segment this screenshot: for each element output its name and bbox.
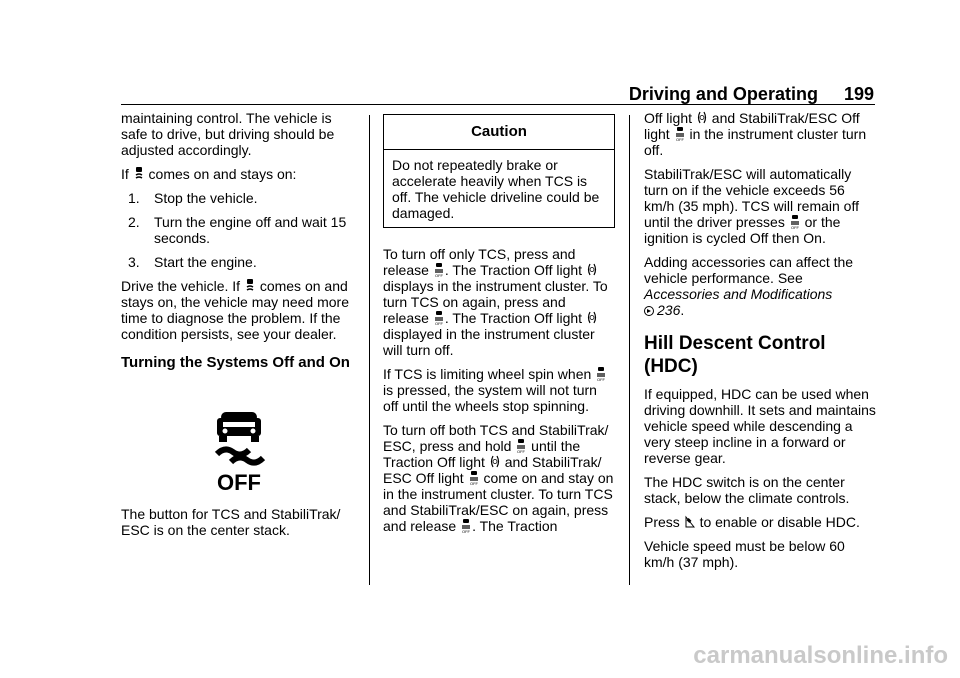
- section-heading: Turning the Systems Off and On: [121, 354, 350, 371]
- column-divider-1: [369, 115, 370, 585]
- paragraph: StabiliTrak/ESC will automatically turn on if the vehicle exceeds 56 km/h (35 mph). TCS will remain off until the driver presses OFF or the ignition is cycled Off then On.: [644, 166, 859, 246]
- paragraph: If TCS is limiting wheel spin when OFF is pressed, the system will not turn off until the wheels stop spinning.: [383, 366, 606, 414]
- traction-off-light-icon: [490, 454, 500, 469]
- off-label: OFF: [216, 470, 261, 494]
- paragraph: The button for TCS and StabiliTrak/ ESC is on the center stack.: [121, 506, 341, 538]
- esc-off-light-icon: [675, 126, 685, 141]
- paragraph: If equipped, HDC can be used when driving downhill. It sets and maintains vehicle speed while descending a very steep incline in a forward or reverse gear.: [644, 386, 876, 466]
- stabilitrak-icon: [245, 278, 255, 293]
- tcs-off-button-icon: [461, 518, 471, 533]
- paragraph: Off light and StabiliTrak/ESC Off light OFF in the instrument cluster turn off.: [644, 110, 867, 158]
- paragraph: Press to enable or disable HDC.: [644, 514, 860, 530]
- caution-box: [383, 114, 615, 228]
- svg-text:OFF: OFF: [434, 273, 443, 277]
- traction-off-button-icon: [121, 408, 356, 494]
- paragraph: To turn off both TCS and StabiliTrak/ ESC, press and hold OFF until the Traction Off light and StabiliTrak/ ESC Off light OFF come on and stay on in the instrument cluster. To turn TCS and StabiliTrak/ESC on again, press and release OFF . The Traction: [383, 422, 614, 534]
- section-title: Driving and Operating: [628, 84, 818, 104]
- svg-text:OFF: OFF: [790, 225, 799, 229]
- tcs-off-button-icon: [516, 438, 526, 453]
- caution-body: Do not repeatedly brake or accelerate heavily when TCS is off. The vehicle driveline could be damaged.: [392, 157, 600, 221]
- stabilitrak-icon: [134, 166, 144, 181]
- page-header: [629, 84, 874, 105]
- caution-title: Caution: [384, 115, 614, 150]
- tcs-off-button-icon: [434, 262, 444, 277]
- svg-text:OFF: OFF: [675, 137, 684, 141]
- paragraph: To turn off only TCS, press and release OFF . The Traction Off light displays in the instrument cluster. To turn TCS on again, press and release OFF . The Traction Off light displayed in the instrument cluster will turn off.: [383, 246, 608, 358]
- list-item: 1. Stop the vehicle.: [128, 190, 258, 206]
- cross-reference-link[interactable]: Accessories and Modifications: [644, 286, 833, 302]
- paragraph: If comes on and stays on:: [121, 166, 297, 182]
- column-1: [121, 110, 356, 546]
- steps-list: [121, 190, 356, 270]
- paragraph: Vehicle speed must be below 60 km/h (37 mph).: [644, 538, 845, 570]
- traction-off-light-icon: [697, 110, 707, 125]
- header-rule: [121, 104, 875, 105]
- page-reference-icon: [644, 306, 654, 316]
- list-item: 2. Turn the engine off and wait 15 seconds.: [128, 214, 347, 246]
- watermark: carmanualsonline.info: [693, 642, 948, 669]
- svg-text:OFF: OFF: [597, 377, 606, 381]
- tcs-off-button-icon: [790, 214, 800, 229]
- column-3: [644, 110, 876, 578]
- svg-text:OFF: OFF: [469, 481, 478, 485]
- traction-off-light-icon: [587, 262, 597, 277]
- list-item: 3. Start the engine.: [128, 254, 257, 270]
- column-divider-2: [629, 115, 630, 585]
- tcs-off-button-icon: [596, 366, 606, 381]
- traction-off-light-icon: [587, 310, 597, 325]
- svg-text:OFF: OFF: [462, 529, 471, 533]
- page-reference[interactable]: 236: [657, 302, 681, 318]
- page-number: 199: [843, 84, 874, 104]
- tcs-off-button-icon: [434, 310, 444, 325]
- paragraph: Drive the vehicle. If comes on and stays on, the vehicle may need more time to diagnose the problem. If the condition persists, see your dealer.: [121, 278, 350, 342]
- section-heading: Hill Descent Control (HDC): [644, 333, 826, 377]
- column-2: [383, 110, 615, 542]
- esc-off-light-icon: [469, 470, 479, 485]
- svg-text:OFF: OFF: [517, 449, 526, 453]
- paragraph: The HDC switch is on the center stack, below the climate controls.: [644, 474, 850, 506]
- paragraph: maintaining control. The vehicle is safe to drive, but driving should be adjusted accordingly.: [121, 110, 335, 158]
- paragraph: Adding accessories can affect the vehicle performance. See Accessories and Modifications 236.: [644, 254, 854, 318]
- hill-descent-icon: [685, 514, 695, 529]
- svg-text:OFF: OFF: [434, 321, 443, 325]
